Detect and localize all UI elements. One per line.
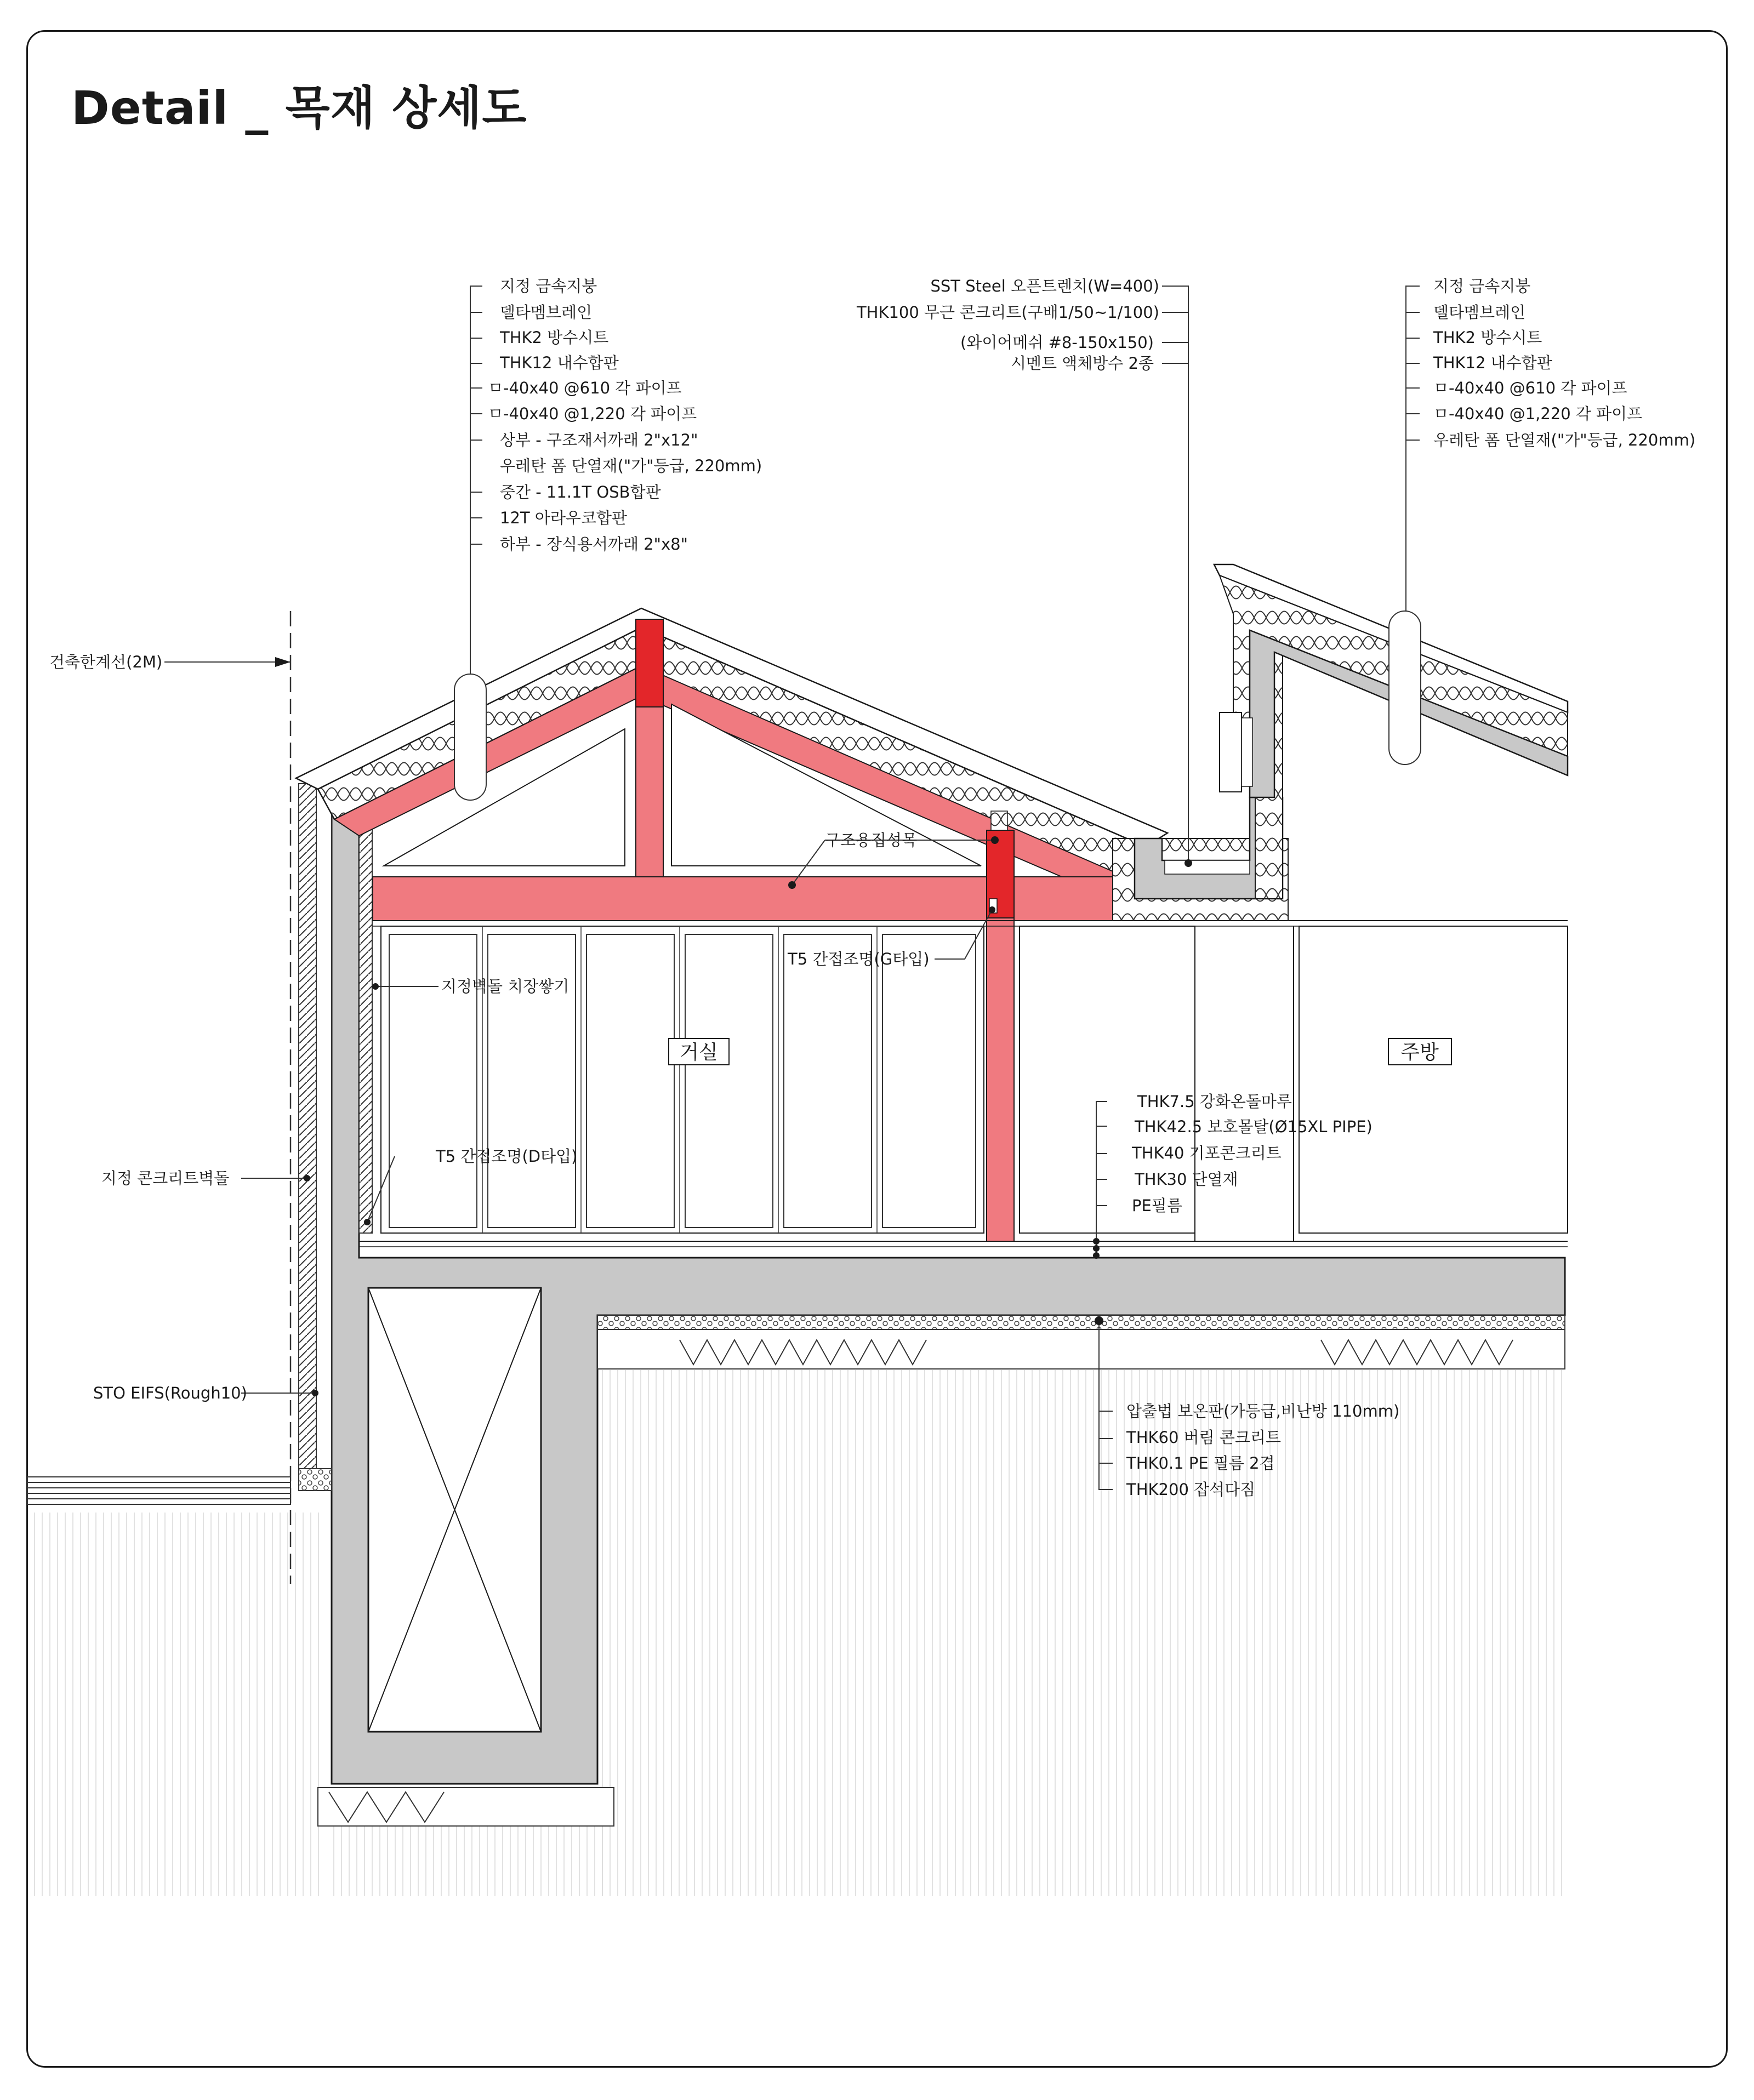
roof-left-label: 우레탄 폼 단열재("가"등급, 220mm)	[500, 456, 762, 475]
roof-left-label: 델타멤브레인	[500, 303, 593, 322]
room-name-living: 거실	[680, 1041, 718, 1064]
footing-gravel	[318, 1788, 614, 1826]
roof-right-label: ㅁ-40x40 @1,220 각 파이프	[1433, 404, 1643, 423]
lighting-g-label: T5 간접조명(G타입)	[788, 950, 930, 968]
lighting-d-label: T5 간접조명(D타입)	[436, 1147, 578, 1166]
roof-left-label: THK2 방수시트	[500, 328, 609, 347]
roof-left-label: 상부 - 구조재서까래 2"x12"	[500, 431, 698, 449]
roof-right-label: THK12 내수합판	[1433, 353, 1552, 372]
floor-labels	[1131, 1092, 1373, 1215]
trench-label: (와이어메쉬 #8-150x150)	[960, 333, 1154, 352]
slab-insulation	[597, 1315, 1565, 1369]
room-label-living	[669, 1038, 729, 1065]
floor-label: THK40 기포콘크리트	[1132, 1144, 1282, 1162]
structural-wood-label: 구조용집성목	[825, 831, 918, 849]
arrow-icon	[275, 657, 291, 667]
roof-right-label: 델타멤브레인	[1433, 303, 1526, 322]
slab-label: THK0.1 PE 필름 2겹	[1126, 1454, 1275, 1473]
trench-labels	[856, 277, 1159, 373]
left-roof-labels	[488, 277, 762, 553]
void-box	[368, 1288, 541, 1732]
roof-left-label: 12T 아라우코합판	[500, 509, 627, 527]
concrete-brick-label: 지정 콘크리트벽돌	[101, 1169, 230, 1188]
floor-label: THK42.5 보호몰탈(Ø15XL PIPE)	[1135, 1117, 1373, 1136]
roof-right-label: THK2 방수시트	[1433, 328, 1542, 347]
soil-hatch	[27, 1370, 1562, 1896]
building-line-label: 건축한계선(2M)	[49, 653, 163, 671]
room-label-kitchen	[1388, 1038, 1451, 1065]
eifs-label: STO EIFS(Rough10)	[93, 1384, 247, 1402]
floor-label: PE필름	[1132, 1196, 1182, 1215]
trench-label: SST Steel 오픈트렌치(W=400)	[930, 277, 1159, 295]
roof-right-label: 지정 금속지붕	[1433, 277, 1531, 295]
floor-label: THK30 단열재	[1135, 1170, 1238, 1189]
exterior-deck	[27, 1477, 291, 1504]
slab-label: THK60 버림 콘크리트	[1126, 1428, 1281, 1447]
trench-label: THK100 무근 콘크리트(구배1/50~1/100)	[856, 303, 1159, 322]
roof-left-label: ㅁ-40x40 @1,220 각 파이프	[488, 404, 697, 423]
right-roof-labels	[1433, 277, 1695, 449]
interior-lines	[359, 921, 1568, 1247]
room-name-kitchen: 주방	[1400, 1041, 1439, 1064]
brick-label: 지정벽돌 치장쌓기	[441, 977, 570, 996]
floor-label: THK7.5 강화온돌마루	[1137, 1092, 1292, 1111]
kitchen-partitions	[1020, 926, 1568, 1241]
trench-label: 시멘트 액체방수 2종	[1011, 354, 1154, 373]
page-title: Detail _ 목재 상세도	[71, 81, 527, 135]
roof-right-label: 우레탄 폼 단열재("가"등급, 220mm)	[1433, 431, 1696, 449]
roof-left-label: ㅁ-40x40 @610 각 파이프	[488, 379, 682, 397]
slab-label: 압출법 보온판(가등급,비난방 110mm)	[1126, 1402, 1400, 1420]
living-doors	[381, 926, 984, 1233]
slab-label: THK200 잡석다짐	[1126, 1480, 1256, 1499]
roof-left-label: THK12 내수합판	[500, 353, 619, 372]
roof-left-label: 중간 - 11.1T OSB합판	[500, 483, 661, 501]
left-roof	[296, 608, 1168, 1241]
roof-right-label: ㅁ-40x40 @610 각 파이프	[1433, 379, 1627, 397]
roof-left-label: 하부 - 장식용서까래 2"x8"	[500, 535, 688, 553]
roof-left-label: 지정 금속지붕	[500, 277, 597, 295]
